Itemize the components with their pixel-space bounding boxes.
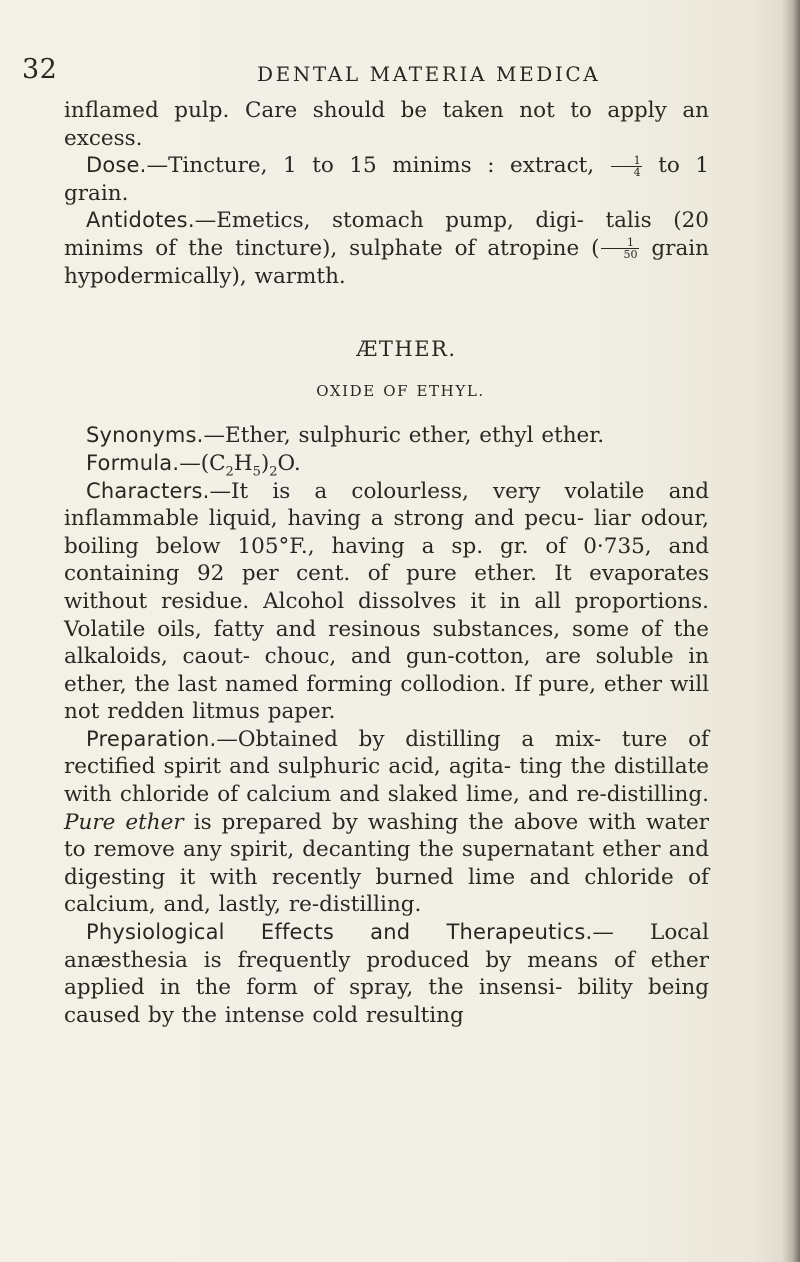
preparation-italic: Pure ether xyxy=(64,809,184,835)
preparation-label: Preparation. xyxy=(86,726,217,751)
dose-label: Dose. xyxy=(86,153,147,178)
dose-text-before: —Tincture, 1 to 15 minims : extract, xyxy=(146,153,595,179)
synonyms-paragraph xyxy=(64,422,709,450)
antidotes-fraction-denominator: 50 xyxy=(623,248,638,262)
dose-fraction xyxy=(611,155,642,178)
antidotes-label: Antidotes. xyxy=(86,208,195,233)
dose-text-after: to 1 grain. xyxy=(64,153,709,206)
characters-label: Characters. xyxy=(86,478,210,503)
characters-paragraph xyxy=(64,478,709,726)
synonyms-label: Synonyms. xyxy=(86,423,204,448)
preparation-text-before: —Obtained by distilling a mix- ture of rectified spirit and sulphuric acid, agita- ting the distillate with chloride of calcium and slaked lime, and re-distilling. xyxy=(64,726,709,808)
dose-fraction-denominator: 4 xyxy=(633,165,641,179)
dose-paragraph xyxy=(64,152,709,207)
antidotes-fraction xyxy=(601,237,639,260)
page-edge-shadow xyxy=(782,0,800,1262)
formula-close: ) xyxy=(260,450,270,476)
section-subtitle: OXIDE OF ETHYL. xyxy=(316,381,485,400)
synonyms-text: —Ether, sulphuric ether, ethyl ether. xyxy=(203,423,605,449)
dose-fraction-numerator: 1 xyxy=(611,155,642,167)
formula-sub-hydrogen: 5 xyxy=(252,464,261,480)
antidotes-text-before: —Emetics, stomach pump, digi- talis (20 minims of the tincture), sulphate of atropine ( xyxy=(64,208,709,261)
section-title: ÆTHER. xyxy=(356,337,457,362)
page-number: 32 xyxy=(22,54,58,85)
formula-label: Formula. xyxy=(86,450,180,475)
antidotes-text-after: grain hypodermically), warmth. xyxy=(64,235,709,289)
formula-open: —(C xyxy=(179,450,226,476)
formula-paragraph xyxy=(64,450,709,478)
physiological-label: Physiological Effects and Therapeutics. xyxy=(86,920,593,945)
antidotes-paragraph xyxy=(64,207,709,290)
characters-text: —It is a colourless, very volatile and inflammable liquid, having a strong and pecu- liar odour, boiling below 105°F., having a sp. gr. of 0·735, and containing 92 per cent. of pure ether. It evaporates without residue. Alcohol dissolves it in all proportions. Volatile oils, fatty and resinous substances, some of the alkaloids, caout- chouc, and gun-cotton, are soluble in ether, the last named forming collodion. If pure, ether will not redden litmus paper. xyxy=(64,478,709,725)
preparation-paragraph xyxy=(64,726,709,919)
formula-sub-group: 2 xyxy=(269,464,278,480)
physiological-text: — Local anæsthesia is frequently produced by means of ether applied in the form of spray, the insensi- bility being caused by the intense cold resulting xyxy=(64,920,709,1028)
formula-hydrogen: H xyxy=(233,450,253,476)
formula-expression xyxy=(179,450,301,480)
physiological-paragraph xyxy=(64,919,709,1029)
running-head: DENTAL MATERIA MEDICA xyxy=(257,62,601,86)
preparation-text-after: is prepared by washing the above with water to remove any spirit, decanting the supernatant ether and digesting it with recently burned lime and chloride of calcium, and, lastly, re-distilling. xyxy=(64,809,709,918)
formula-oxygen: O. xyxy=(277,450,301,476)
continuation-text: inflamed pulp. Care should be taken not to apply an excess. xyxy=(64,98,709,151)
antidotes-fraction-numerator: 1 xyxy=(601,237,639,249)
continuation-paragraph xyxy=(64,97,709,152)
formula-sub-carbon: 2 xyxy=(225,464,234,480)
page-body xyxy=(64,97,709,1029)
